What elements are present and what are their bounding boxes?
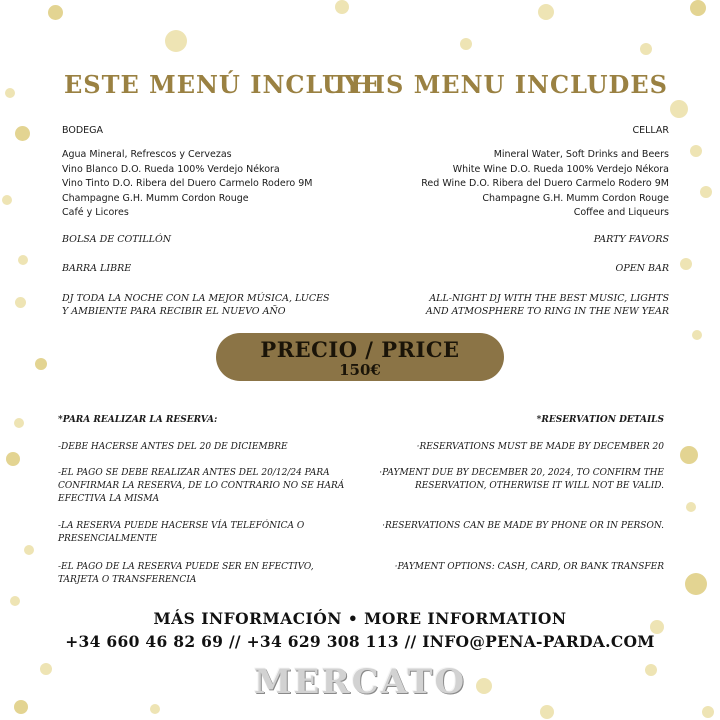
- reservation-item-es: -EL PAGO DE LA RESERVA PUEDE SER EN EFECTIVO, TARJETA O TRANSFERENCIA: [58, 562, 314, 585]
- drink-item: Champagne G.H. Mumm Cordon Rouge: [482, 192, 669, 204]
- more-info-heading: MÁS INFORMACIÓN • MORE INFORMATION: [153, 609, 567, 628]
- drinks-list-es: [62, 148, 352, 221]
- reservation-item-es: -DEBE HACERSE ANTES DEL 20 DE DICIEMBRE: [58, 442, 288, 452]
- drink-item: Vino Tinto D.O. Ribera del Duero Carmelo Rodero 9M: [62, 178, 313, 189]
- drinks-list-en: [369, 148, 669, 221]
- reservation-item-en: ·PAYMENT OPTIONS: CASH, CARD, OR BANK TRANSFER: [394, 562, 664, 572]
- party-favors-en: PARTY FAVORS: [593, 234, 669, 245]
- drink-item: Café y Licores: [62, 207, 129, 218]
- cellar-title-es: BODEGA: [62, 125, 104, 136]
- price-badge: [216, 333, 504, 381]
- drink-item: Vino Blanco D.O. Rueda 100% Verdejo Nékora: [62, 163, 280, 175]
- drink-item: Coffee and Liqueurs: [573, 207, 669, 218]
- drink-item: Mineral Water, Soft Drinks and Beers: [493, 149, 669, 160]
- reservation-item-en: ·RESERVATIONS CAN BE MADE BY PHONE OR IN PERSON.: [382, 521, 664, 531]
- cellar-title-en: CELLAR: [632, 125, 669, 136]
- heading-spanish: ESTE MENÚ INCLUYE: [64, 70, 382, 99]
- drink-item: Red Wine D.O. Ribera del Duero Carmelo Rodero 9M: [421, 178, 669, 189]
- drink-item: Champagne G.H. Mumm Cordon Rouge: [62, 192, 249, 204]
- reservation-title-es: *PARA REALIZAR LA RESERVA:: [58, 415, 218, 425]
- dj-description-es: DJ TODA LA NOCHE CON LA MEJOR MÚSICA, LUCES Y AMBIENTE PARA RECIBIR EL NUEVO AÑO: [62, 293, 330, 317]
- drink-item: Agua Mineral, Refrescos y Cervezas: [62, 149, 232, 160]
- party-favors-es: BOLSA DE COTILLÓN: [62, 234, 172, 245]
- reservation-item-en: ·RESERVATIONS MUST BE MADE BY DECEMBER 20: [416, 442, 664, 452]
- reservation-item-es: -LA RESERVA PUEDE HACERSE VÍA TELEFÓNICA O PRESENCIALMENTE: [58, 521, 305, 544]
- drink-item: White Wine D.O. Rueda 100% Verdejo Nékora: [452, 163, 669, 175]
- price-label: PRECIO / PRICE: [260, 337, 460, 362]
- price-amount: 150€: [339, 361, 381, 379]
- open-bar-es: BARRA LIBRE: [62, 263, 132, 274]
- contact-line[interactable]: +34 660 46 82 69 // +34 629 308 113 // INFO@PENA-PARDA.COM: [65, 632, 655, 651]
- heading-english: THIS MENU INCLUDES: [331, 70, 668, 99]
- mercato-logo: MERCATO: [253, 662, 467, 702]
- reservation-item-es: -EL PAGO SE DEBE REALIZAR ANTES DEL 20/12/24 PARA CONFIRMAR LA RESERVA, DE LO CONTRARIO NO SE HARÁ EFECTIVA LA MISMA: [58, 468, 345, 504]
- open-bar-en: OPEN BAR: [615, 263, 669, 274]
- reservation-item-en: ·PAYMENT DUE BY DECEMBER 20, 2024, TO CONFIRM THE RESERVATION, OTHERWISE IT WILL NOT BE VALID.: [379, 468, 664, 491]
- reservation-title-en: *RESERVATION DETAILS: [536, 415, 664, 425]
- dj-description-en: ALL-NIGHT DJ WITH THE BEST MUSIC, LIGHTS AND ATMOSPHERE TO RING IN THE NEW YEAR: [425, 293, 669, 317]
